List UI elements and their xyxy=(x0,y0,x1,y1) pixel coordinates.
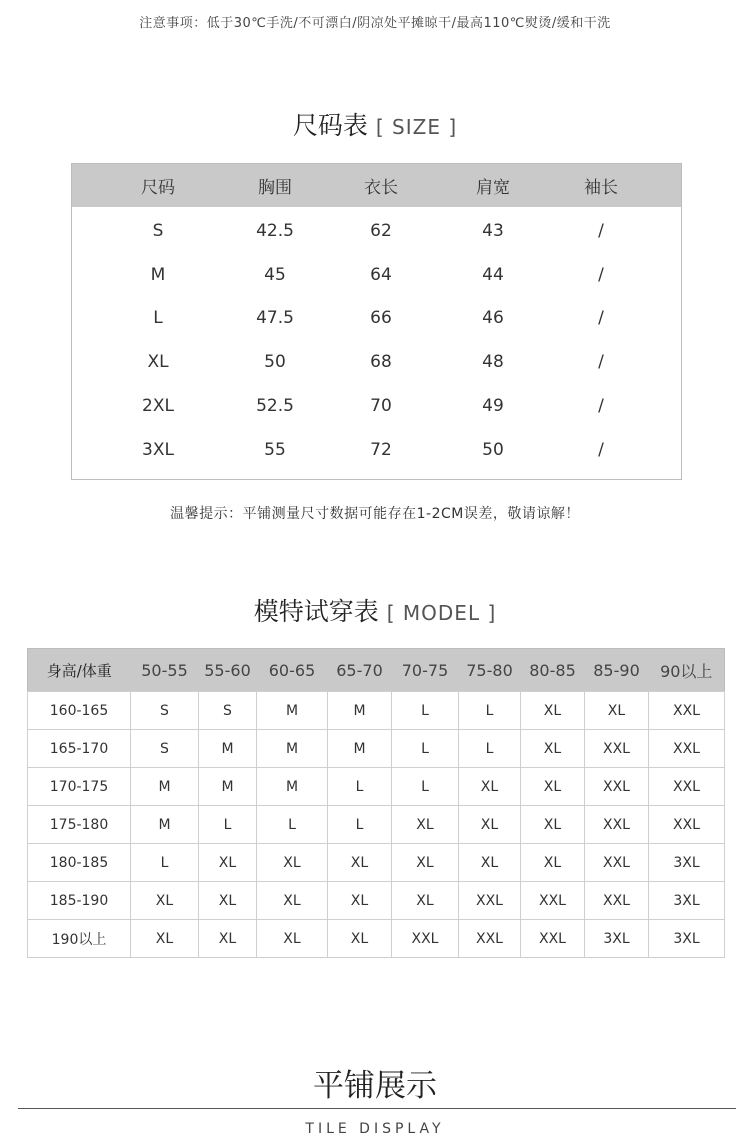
model-row xyxy=(28,692,725,730)
size-cell: / xyxy=(598,264,604,285)
size-cell: S xyxy=(152,220,164,241)
model-size-cell: XL xyxy=(459,768,521,806)
model-height-cell: 175-180 xyxy=(28,806,131,844)
model-size-cell: XL xyxy=(585,692,649,730)
model-size-cell: XL xyxy=(328,920,392,958)
size-row xyxy=(72,297,681,341)
size-header-cell: 胸围 xyxy=(258,178,292,198)
model-size-cell: S xyxy=(131,692,199,730)
size-cell: 3XL xyxy=(142,439,174,460)
model-size-cell: XL xyxy=(199,920,257,958)
model-size-cell: 3XL xyxy=(649,844,725,882)
model-row xyxy=(28,806,725,844)
size-cell: 46 xyxy=(482,308,504,329)
size-header-cell: 衣长 xyxy=(364,178,398,198)
model-size-cell: XL xyxy=(257,844,328,882)
size-cell: 43 xyxy=(482,220,504,241)
model-size-cell: XL xyxy=(521,692,585,730)
model-size-cell: XL xyxy=(521,768,585,806)
model-size-cell: XL xyxy=(521,806,585,844)
model-height-cell: 190以上 xyxy=(28,920,131,958)
model-header-cell: 75-80 xyxy=(459,649,521,692)
model-size-cell: M xyxy=(328,730,392,768)
size-cell: M xyxy=(150,264,166,285)
size-cell: 68 xyxy=(370,352,392,373)
model-header-cell: 80-85 xyxy=(521,649,585,692)
model-chart-title-cn: 模特试穿表 xyxy=(253,597,379,626)
model-header-cell: 身高/体重 xyxy=(28,649,131,692)
size-row xyxy=(72,209,681,253)
model-size-cell: L xyxy=(392,692,459,730)
size-cell: 50 xyxy=(482,439,504,460)
model-header-cell: 50-55 xyxy=(131,649,199,692)
model-size-cell: M xyxy=(131,768,199,806)
model-size-cell: XXL xyxy=(521,882,585,920)
model-size-cell: XXL xyxy=(649,806,725,844)
tile-display-subtitle: TILE DISPLAY xyxy=(305,1121,445,1137)
size-cell: 49 xyxy=(482,396,504,417)
model-fit-table xyxy=(27,648,725,958)
model-size-cell: XL xyxy=(459,806,521,844)
model-size-cell: L xyxy=(131,844,199,882)
model-size-cell: XL xyxy=(392,844,459,882)
model-size-cell: XXL xyxy=(459,920,521,958)
size-cell: / xyxy=(598,396,604,417)
model-size-cell: M xyxy=(328,692,392,730)
model-size-cell: M xyxy=(257,730,328,768)
model-size-cell: XXL xyxy=(649,730,725,768)
size-cell: 48 xyxy=(482,352,504,373)
size-cell: L xyxy=(153,308,163,329)
model-size-cell: M xyxy=(199,768,257,806)
size-cell: 2XL xyxy=(142,396,174,417)
model-size-cell: XL xyxy=(131,920,199,958)
size-row xyxy=(72,428,681,472)
size-chart-table xyxy=(71,163,682,480)
model-size-cell: XXL xyxy=(459,882,521,920)
model-table-header xyxy=(28,649,725,692)
model-size-cell: XL xyxy=(328,882,392,920)
size-row xyxy=(72,384,681,428)
model-size-cell: XL xyxy=(199,882,257,920)
size-cell: 50 xyxy=(264,352,286,373)
model-size-cell: XL xyxy=(199,844,257,882)
model-size-cell: XL xyxy=(521,730,585,768)
model-size-cell: XL xyxy=(521,844,585,882)
model-height-cell: 170-175 xyxy=(28,768,131,806)
model-size-cell: XL xyxy=(459,844,521,882)
model-size-cell: L xyxy=(199,806,257,844)
size-row xyxy=(72,340,681,384)
size-cell: 55 xyxy=(264,439,286,460)
tile-display-title: 平铺展示 xyxy=(313,1068,437,1104)
model-row xyxy=(28,768,725,806)
model-size-cell: XL xyxy=(328,844,392,882)
size-cell: 66 xyxy=(370,308,392,329)
model-size-cell: 3XL xyxy=(585,920,649,958)
size-chart-header xyxy=(72,164,681,207)
model-size-cell: XXL xyxy=(585,844,649,882)
model-size-cell: XL xyxy=(257,882,328,920)
model-size-cell: L xyxy=(459,692,521,730)
care-instructions: 注意事项：低于30℃手洗/不可漂白/阴凉处平摊晾干/最高110℃熨烫/缓和干洗 xyxy=(139,16,611,31)
size-cell: 42.5 xyxy=(256,220,294,241)
model-size-cell: 3XL xyxy=(649,920,725,958)
size-chart-body xyxy=(72,207,681,472)
model-size-cell: XL xyxy=(392,806,459,844)
model-row xyxy=(28,920,725,958)
model-height-cell: 160-165 xyxy=(28,692,131,730)
size-cell: 62 xyxy=(370,220,392,241)
size-cell: 52.5 xyxy=(256,396,294,417)
model-chart-title xyxy=(0,592,750,628)
model-size-cell: XL xyxy=(131,882,199,920)
size-cell: / xyxy=(598,439,604,460)
size-cell: 45 xyxy=(264,264,286,285)
model-size-cell: L xyxy=(257,806,328,844)
model-chart-title-en: [ MODEL ] xyxy=(386,601,497,625)
model-size-cell: L xyxy=(392,730,459,768)
size-chart-title-cn: 尺码表 xyxy=(292,111,368,140)
size-chart-title-en: [ SIZE ] xyxy=(375,115,458,139)
size-cell: 47.5 xyxy=(256,308,294,329)
model-size-cell: M xyxy=(257,768,328,806)
model-size-cell: XL xyxy=(257,920,328,958)
size-cell: / xyxy=(598,308,604,329)
model-height-cell: 165-170 xyxy=(28,730,131,768)
model-size-cell: L xyxy=(392,768,459,806)
size-row xyxy=(72,253,681,297)
size-header-cell: 袖长 xyxy=(584,178,618,198)
model-size-cell: XXL xyxy=(585,806,649,844)
model-size-cell: XXL xyxy=(585,882,649,920)
size-cell: 44 xyxy=(482,264,504,285)
model-header-cell: 60-65 xyxy=(257,649,328,692)
model-header-cell: 55-60 xyxy=(199,649,257,692)
model-size-cell: L xyxy=(328,768,392,806)
model-size-cell: L xyxy=(328,806,392,844)
model-size-cell: 3XL xyxy=(649,882,725,920)
model-size-cell: M xyxy=(131,806,199,844)
model-header-cell: 85-90 xyxy=(585,649,649,692)
model-header-cell: 70-75 xyxy=(392,649,459,692)
size-cell: 64 xyxy=(370,264,392,285)
model-size-cell: S xyxy=(131,730,199,768)
model-height-cell: 180-185 xyxy=(28,844,131,882)
model-size-cell: XXL xyxy=(392,920,459,958)
model-size-cell: XXL xyxy=(649,692,725,730)
model-row xyxy=(28,844,725,882)
size-cell: XL xyxy=(147,352,169,373)
size-cell: / xyxy=(598,352,604,373)
model-size-cell: XXL xyxy=(585,768,649,806)
size-cell: / xyxy=(598,220,604,241)
model-row xyxy=(28,730,725,768)
model-size-cell: XXL xyxy=(521,920,585,958)
divider xyxy=(18,1108,736,1109)
model-size-cell: XXL xyxy=(585,730,649,768)
model-size-cell: L xyxy=(459,730,521,768)
size-chart-title xyxy=(0,106,750,142)
model-height-cell: 185-190 xyxy=(28,882,131,920)
model-table-body xyxy=(28,692,725,958)
size-header-cell: 肩宽 xyxy=(476,178,510,198)
measurement-tip: 温馨提示：平铺测量尺寸数据可能存在1-2CM误差，敬请谅解！ xyxy=(170,506,580,522)
model-header-cell: 90以上 xyxy=(649,649,725,692)
model-size-cell: XL xyxy=(392,882,459,920)
size-cell: 70 xyxy=(370,396,392,417)
model-size-cell: M xyxy=(199,730,257,768)
model-row xyxy=(28,882,725,920)
model-size-cell: M xyxy=(257,692,328,730)
size-cell: 72 xyxy=(370,439,392,460)
model-size-cell: S xyxy=(199,692,257,730)
model-size-cell: XXL xyxy=(649,768,725,806)
size-header-cell: 尺码 xyxy=(141,178,175,198)
model-header-cell: 65-70 xyxy=(328,649,392,692)
